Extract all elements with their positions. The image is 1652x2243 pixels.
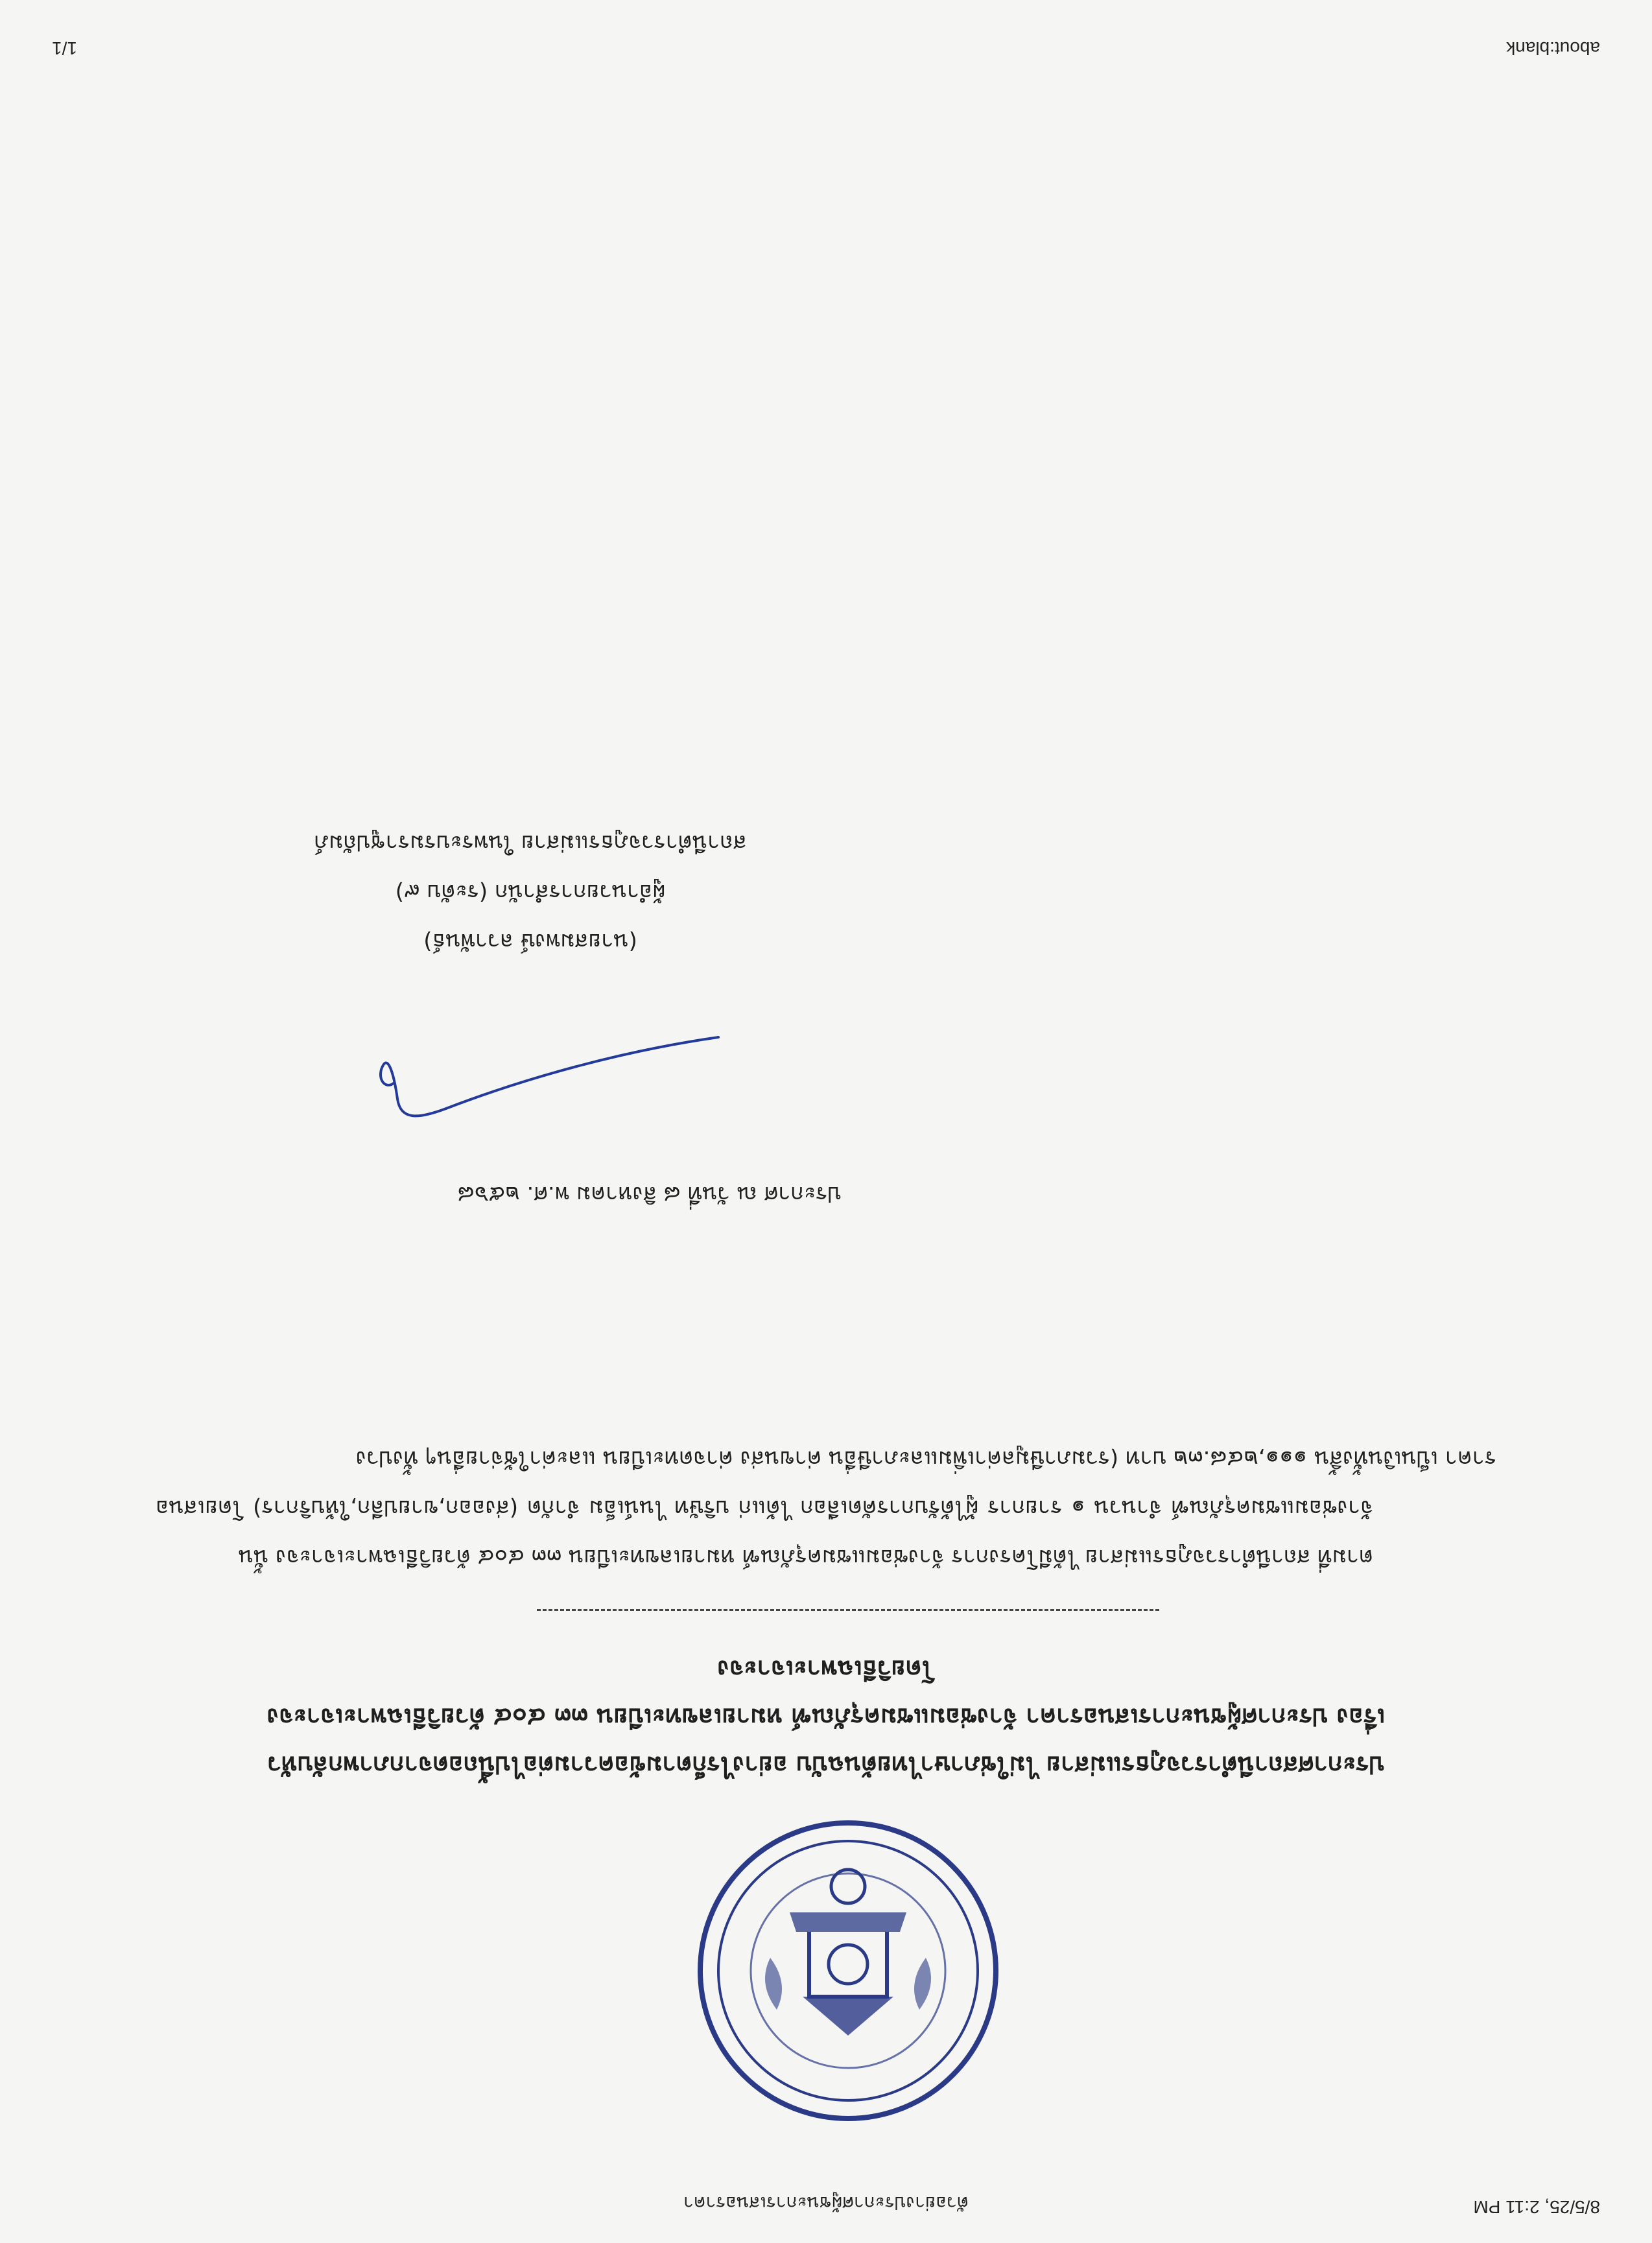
print-footer <box>52 26 1600 58</box>
signatory-block <box>239 818 822 966</box>
body-paragraph: ตามที่ สถานีตำรวจภูธรแม่สาย ได้มีโครงการ จ้างซ่อมแซมครุภัณฑ์ หมายเลขทะเบียน ๓๓ ๔๐๔ ด้วยวิธีเฉพาะเจาะจง นั้น <box>238 1544 1373 1570</box>
signatory-name: (นายสมพงษ์ ลวาพันธ์) <box>423 928 637 954</box>
print-header <box>52 2185 1600 2217</box>
print-document-title: ตัวอย่างประกาศผู้ชนะการเสนอราคา <box>683 2193 969 2213</box>
official-seal <box>692 1815 1004 2126</box>
signatory-position: ผู้อำนวยการสำนัก (ระดับ ๙) <box>395 879 666 905</box>
document-body <box>156 1434 1496 1582</box>
print-page-number: 1/1 <box>52 38 77 58</box>
print-timestamp: 8/5/25, 2:11 PM <box>1473 2197 1600 2217</box>
dashed-divider <box>537 1609 1159 1611</box>
heading-line: โดยวิธีเฉพาะเจาะจง <box>717 1655 935 1684</box>
print-url: about:blank <box>1506 38 1600 58</box>
handwritten-signature <box>362 1018 725 1147</box>
issued-date-line: ประกาศ ณ วันที่ ๘ สิงหาคม พ.ศ. ๒๕๖๘ <box>457 1181 842 1207</box>
heading-line: เรื่อง ประกาศผู้ชนะการเสนอราคา จ้างซ่อมแซมครุภัณฑ์ หมายเลขทะเบียน ๓๓ ๔๐๔ ด้วยวิธีเฉพาะเจาะจง <box>266 1703 1386 1732</box>
heading-line: ประกาศสถานีตำรวจภูธรแม่สาย ไม่ใช่ภาษาไทยต้นฉบับ อย่างไรก็ตามข้อความต่อไปนี้ถอดจากภาพกลับหัว <box>267 1751 1385 1779</box>
body-paragraph: จ้างซ่อมแซมครุภัณฑ์ จำนวน ๑ รายการ ผู้ได้รับการคัดเลือก ได้แก่ บริษัท ไนน์เอ็ม จำกัด (ส่งออก,ขายปลีก,ให้บริการ) โดยเสนอราคา เป็นเงินทั้งสิ้น ๑๑๑,๒๔๘.๓๒ บาท (รวมภาษีมูลค่าเพิ่มและภาษีอื่น ค่าขนส่ง ค่าจดทะเบียน และค่าใช้จ่ายอื่นๆ ทั้งปวง <box>156 1446 1496 1521</box>
document-heading <box>156 1645 1496 1789</box>
signatory-organization: สถานีตำรวจภูธรแม่สาย ในพระบรมราชูปถัมภ์ <box>314 830 747 856</box>
